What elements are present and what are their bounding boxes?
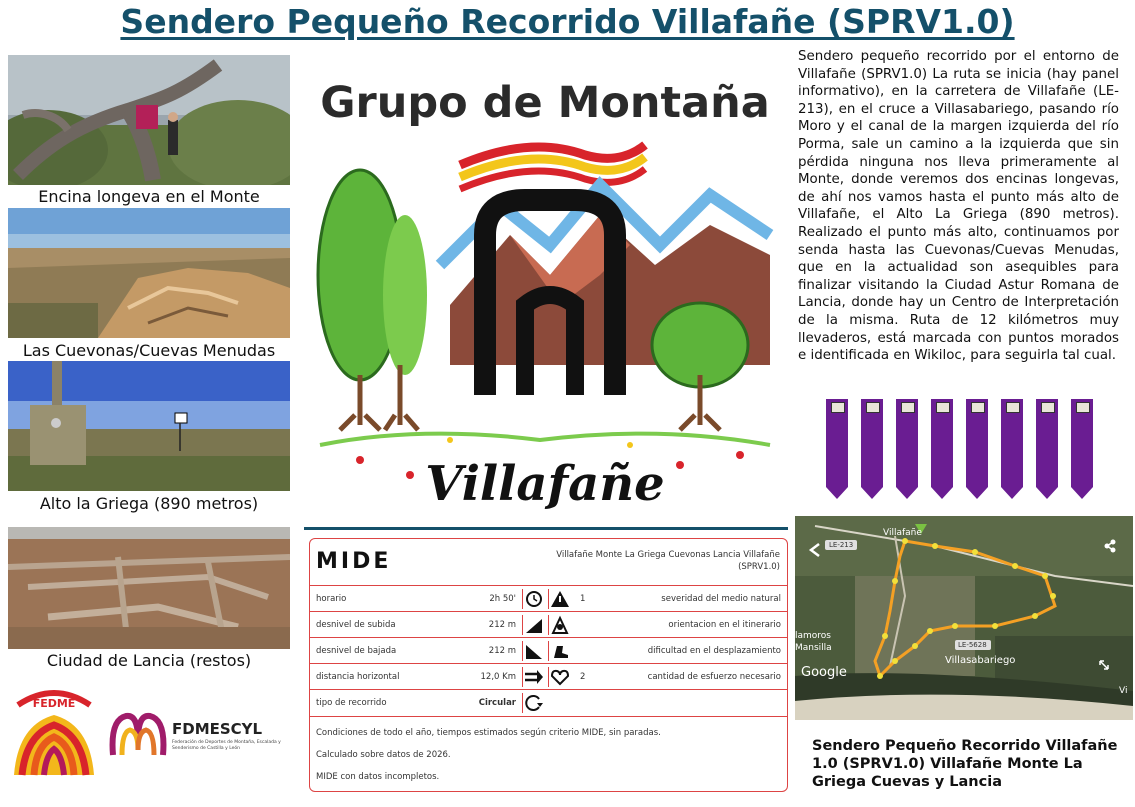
- distance-arrow-icon: [522, 667, 545, 687]
- mide-logo: MIDE: [316, 549, 392, 574]
- mide-note: Calculado sobre datos de 2026.: [316, 750, 451, 760]
- mide-row: [310, 663, 787, 690]
- map-town-label: Villafañe: [883, 528, 922, 538]
- mide-score: 2: [580, 672, 586, 682]
- orientation-icon: [548, 615, 571, 635]
- mide-label: tipo de recorrido: [316, 698, 387, 708]
- trail-marker: [966, 399, 988, 499]
- mide-route: Villafañe Monte La Griega Cuevonas Lancia Villafañe (SPRV1.0): [556, 550, 780, 572]
- route-map[interactable]: [795, 516, 1133, 720]
- mide-note: Condiciones de todo el año, tiempos estimados según criterio MIDE, sin paradas.: [316, 728, 661, 738]
- trail-marker: [861, 399, 883, 499]
- mide-label: desnivel de bajada: [316, 646, 397, 656]
- trail-marker: [1071, 399, 1093, 499]
- mide-value: 2h 50': [489, 594, 516, 604]
- svg-text:FEDME: FEDME: [32, 697, 76, 710]
- mide-criteria: severidad del medio natural: [661, 594, 781, 604]
- trail-marker: [826, 399, 848, 499]
- mide-label: horario: [316, 594, 347, 604]
- map-town-label: lamoros Mansilla: [795, 631, 832, 653]
- mide-criteria: cantidad de esfuerzo necesario: [647, 672, 781, 682]
- warning-icon: [548, 589, 571, 609]
- route-description: Sendero pequeño recorrido por el entorno de Villafañe (SPRV1.0) La ruta se inicia (hay panel informativo), en la carretera de Villafañe (LE-213), en el cruce a Villasabariego, pasando río Moro y el canal de la margen izquierda del río Porma, sale un camino a la izquierda que sin pérdida ninguna nos lleva primeramente al Monte, donde veremos dos encinas longevas, de ahí nos vamos hasta el punto más alto de Villafañe, el Alto La Griega (890 metros). Realizado el punto más alto, continuamos por senda hasta las Cuevonas/Cuevas Menudas, que en la actualidad son asequibles para finalizar visitando la Ciudad Astur Romana de Lancia, donde hay un Centro de Interpretación de la misma. Ruta de 12 kilómetros muy llevaderos, está marcada con puntos morados e identificada en Wikiloc, para seguirla tal cual.: [798, 49, 1119, 364]
- photo-cuevonas: [8, 208, 290, 338]
- map-edge-label: Vi: [1119, 686, 1128, 696]
- page-title: Sendero Pequeño Recorrido Villafañe (SPRV1.0): [120, 2, 1015, 41]
- descent-icon: [522, 641, 545, 661]
- map-town-label: Villasabariego: [945, 655, 1016, 666]
- map-caption: Sendero Pequeño Recorrido Villafañe 1.0 (SPRV1.0) Villafañe Monte La Griega Cuevas y Lancia: [812, 738, 1118, 790]
- trail-marker: [931, 399, 953, 499]
- map-road-label: LE-213: [829, 541, 854, 549]
- mide-criteria: orientacion en el itinerario: [668, 620, 781, 630]
- circular-route-icon: [522, 693, 545, 713]
- mide-card: [309, 538, 788, 792]
- mide-score: 1: [580, 594, 586, 604]
- boot-icon: [548, 641, 571, 661]
- mide-row: [310, 637, 787, 664]
- svg-text:Villafañe: Villafañe: [425, 456, 665, 512]
- mide-note: MIDE con datos incompletos.: [316, 772, 440, 782]
- photo-caption: Alto la Griega (890 metros): [39, 494, 259, 513]
- mide-top-bar: [304, 527, 788, 530]
- photo-caption: Las Cuevonas/Cuevas Menudas: [22, 341, 276, 360]
- trail-marker: [896, 399, 918, 499]
- mide-criteria: dificultad en el desplazamiento: [647, 646, 781, 656]
- mide-value: 212 m: [488, 646, 516, 656]
- mide-row: [310, 585, 787, 612]
- photo-lancia: [8, 527, 290, 649]
- mide-row: [310, 689, 787, 717]
- photo-caption: Ciudad de Lancia (restos): [46, 651, 252, 670]
- map-brand: Google: [801, 665, 847, 680]
- fdmescyl-logo-icon: [108, 710, 168, 760]
- trail-marker: [1001, 399, 1023, 499]
- mide-value: 212 m: [488, 620, 516, 630]
- clock-icon: [522, 589, 545, 609]
- svg-text:Grupo de Montaña: Grupo de Montaña: [320, 78, 770, 128]
- fdmescyl-sub: Federación de Deportes de Montaña, Escalada y Senderismo de Castilla y León: [172, 740, 281, 751]
- map-road-label: LE-5628: [958, 641, 987, 649]
- mide-value: Circular: [478, 698, 516, 708]
- fedme-logo: [8, 685, 100, 785]
- fdmescyl-name: FDMESCYL: [172, 720, 263, 738]
- effort-heart-icon: [548, 667, 571, 687]
- photo-caption: Encina longeva en el Monte: [38, 187, 260, 206]
- mide-row: [310, 611, 787, 638]
- mide-label: distancia horizontal: [316, 672, 400, 682]
- ascent-icon: [522, 615, 545, 635]
- mide-value: 12,0 Km: [480, 672, 516, 682]
- photo-encina: [8, 55, 290, 185]
- trail-marker: [1036, 399, 1058, 499]
- grupo-montana-logo: [300, 45, 785, 525]
- photo-alto-griega: [8, 361, 290, 491]
- mide-label: desnivel de subida: [316, 620, 396, 630]
